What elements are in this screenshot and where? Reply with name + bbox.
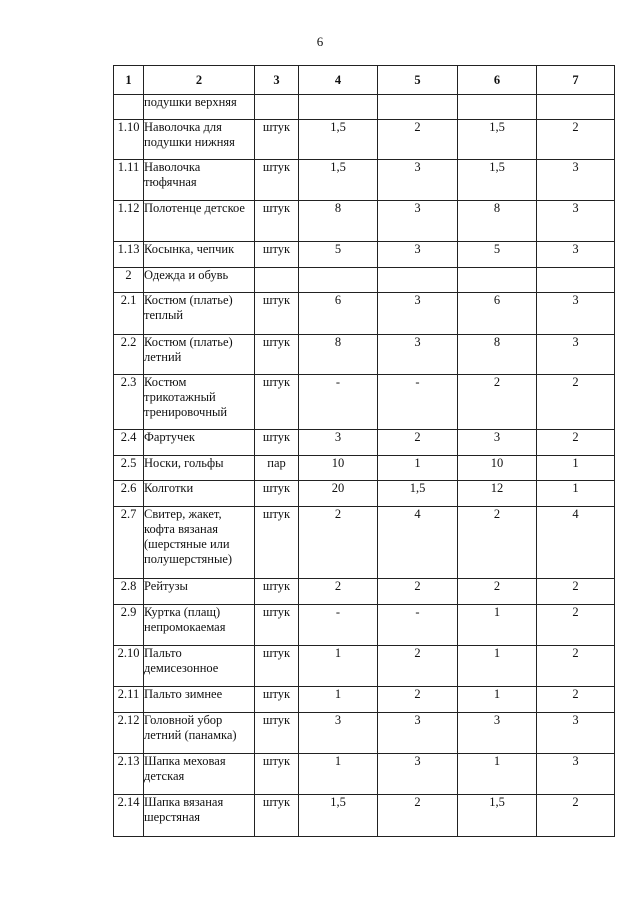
value-cell: 3 bbox=[458, 430, 537, 456]
value-cell bbox=[378, 268, 458, 293]
value-cell: 10 bbox=[458, 456, 537, 481]
row-number: 2.10 bbox=[114, 646, 144, 687]
table-row bbox=[114, 579, 615, 605]
column-header: 7 bbox=[537, 66, 615, 95]
value-cell: 1,5 bbox=[299, 795, 378, 837]
value-cell: 8 bbox=[299, 335, 378, 375]
unit-cell: штук bbox=[255, 335, 299, 375]
value-cell: 2 bbox=[458, 375, 537, 430]
value-cell: - bbox=[378, 375, 458, 430]
item-name: Наволочка для подушки нижняя bbox=[144, 120, 255, 160]
row-number: 2.2 bbox=[114, 335, 144, 375]
value-cell: 2 bbox=[299, 507, 378, 579]
value-cell: 6 bbox=[299, 293, 378, 335]
value-cell: 4 bbox=[537, 507, 615, 579]
row-number: 2.13 bbox=[114, 754, 144, 795]
value-cell: 3 bbox=[378, 293, 458, 335]
value-cell: 2 bbox=[378, 120, 458, 160]
value-cell: 8 bbox=[458, 335, 537, 375]
table-header-row bbox=[114, 66, 615, 95]
item-name: Пальто зимнее bbox=[144, 687, 255, 713]
row-number: 2.4 bbox=[114, 430, 144, 456]
unit-cell: штук bbox=[255, 646, 299, 687]
value-cell: 3 bbox=[378, 160, 458, 201]
norms-table bbox=[113, 65, 615, 837]
table-row bbox=[114, 242, 615, 268]
table-row bbox=[114, 456, 615, 481]
value-cell bbox=[458, 268, 537, 293]
value-cell: 1 bbox=[537, 456, 615, 481]
table-row bbox=[114, 430, 615, 456]
value-cell: 12 bbox=[458, 481, 537, 507]
item-name: Фартучек bbox=[144, 430, 255, 456]
value-cell: 2 bbox=[537, 375, 615, 430]
item-name: Колготки bbox=[144, 481, 255, 507]
table-row bbox=[114, 201, 615, 242]
unit-cell: штук bbox=[255, 201, 299, 242]
column-header: 2 bbox=[144, 66, 255, 95]
value-cell: 2 bbox=[537, 687, 615, 713]
unit-cell: штук bbox=[255, 605, 299, 646]
value-cell: 3 bbox=[378, 713, 458, 754]
item-name: Шапка вязаная шерстяная bbox=[144, 795, 255, 837]
value-cell: 2 bbox=[537, 646, 615, 687]
section-row bbox=[114, 268, 615, 293]
row-number: 2.3 bbox=[114, 375, 144, 430]
value-cell: 1 bbox=[299, 687, 378, 713]
unit-cell: штук bbox=[255, 687, 299, 713]
value-cell bbox=[299, 268, 378, 293]
value-cell: 1 bbox=[458, 687, 537, 713]
row-number: 2.1 bbox=[114, 293, 144, 335]
value-cell: 2 bbox=[378, 579, 458, 605]
value-cell: 3 bbox=[299, 430, 378, 456]
table-row bbox=[114, 335, 615, 375]
value-cell: 1 bbox=[537, 481, 615, 507]
item-name: Носки, гольфы bbox=[144, 456, 255, 481]
page-number: 6 bbox=[316, 34, 324, 49]
value-cell: 3 bbox=[378, 335, 458, 375]
unit-cell: штук bbox=[255, 160, 299, 201]
table-row bbox=[114, 687, 615, 713]
column-header: 5 bbox=[378, 66, 458, 95]
value-cell: 3 bbox=[537, 242, 615, 268]
value-cell: 6 bbox=[458, 293, 537, 335]
item-name: Пальто демисезонное bbox=[144, 646, 255, 687]
row-number: 1.13 bbox=[114, 242, 144, 268]
value-cell: 1 bbox=[299, 646, 378, 687]
unit-cell: штук bbox=[255, 375, 299, 430]
value-cell: 2 bbox=[378, 687, 458, 713]
value-cell: 3 bbox=[458, 713, 537, 754]
item-name: Шапка меховая детская bbox=[144, 754, 255, 795]
unit-cell: штук bbox=[255, 481, 299, 507]
table-row bbox=[114, 95, 615, 120]
value-cell: 3 bbox=[378, 201, 458, 242]
value-cell: 3 bbox=[537, 713, 615, 754]
unit-cell bbox=[255, 95, 299, 120]
value-cell: 1 bbox=[458, 605, 537, 646]
value-cell: 2 bbox=[458, 579, 537, 605]
value-cell: 1 bbox=[458, 646, 537, 687]
value-cell: 1 bbox=[299, 754, 378, 795]
value-cell: - bbox=[299, 605, 378, 646]
value-cell: 3 bbox=[299, 713, 378, 754]
unit-cell: пар bbox=[255, 456, 299, 481]
column-header: 3 bbox=[255, 66, 299, 95]
unit-cell: штук bbox=[255, 754, 299, 795]
table-row bbox=[114, 481, 615, 507]
column-header: 1 bbox=[114, 66, 144, 95]
table-row bbox=[114, 795, 615, 837]
value-cell: 3 bbox=[537, 335, 615, 375]
value-cell: 2 bbox=[537, 795, 615, 837]
value-cell: 3 bbox=[537, 160, 615, 201]
value-cell: 2 bbox=[458, 507, 537, 579]
table-row bbox=[114, 507, 615, 579]
value-cell bbox=[378, 95, 458, 120]
value-cell: 2 bbox=[378, 795, 458, 837]
item-name: Рейтузы bbox=[144, 579, 255, 605]
item-name: Свитер, жакет, кофта вязаная (шерстяные или полушерстяные) bbox=[144, 507, 255, 579]
value-cell: 2 bbox=[378, 646, 458, 687]
row-number: 1.10 bbox=[114, 120, 144, 160]
row-number: 1.11 bbox=[114, 160, 144, 201]
value-cell: 1 bbox=[458, 754, 537, 795]
row-number: 2.7 bbox=[114, 507, 144, 579]
unit-cell: штук bbox=[255, 293, 299, 335]
unit-cell bbox=[255, 268, 299, 293]
item-name: Костюм трикотажный тренировочный bbox=[144, 375, 255, 430]
row-number: 2.11 bbox=[114, 687, 144, 713]
unit-cell: штук bbox=[255, 713, 299, 754]
value-cell: 3 bbox=[537, 293, 615, 335]
value-cell: 1,5 bbox=[458, 160, 537, 201]
table-row bbox=[114, 160, 615, 201]
unit-cell: штук bbox=[255, 579, 299, 605]
value-cell: 2 bbox=[537, 430, 615, 456]
table-row bbox=[114, 754, 615, 795]
column-header: 4 bbox=[299, 66, 378, 95]
value-cell: 3 bbox=[378, 754, 458, 795]
item-name: Куртка (плащ) непромокаемая bbox=[144, 605, 255, 646]
row-number: 1.12 bbox=[114, 201, 144, 242]
row-number: 2 bbox=[114, 268, 144, 293]
value-cell: 8 bbox=[299, 201, 378, 242]
unit-cell: штук bbox=[255, 795, 299, 837]
row-number: 2.8 bbox=[114, 579, 144, 605]
value-cell: 10 bbox=[299, 456, 378, 481]
row-number: 2.9 bbox=[114, 605, 144, 646]
value-cell: 3 bbox=[537, 754, 615, 795]
value-cell: 1,5 bbox=[299, 120, 378, 160]
item-name: Головной убор летний (панамка) bbox=[144, 713, 255, 754]
table-row bbox=[114, 293, 615, 335]
value-cell: 4 bbox=[378, 507, 458, 579]
value-cell: 20 bbox=[299, 481, 378, 507]
row-number: 2.12 bbox=[114, 713, 144, 754]
value-cell bbox=[537, 95, 615, 120]
value-cell: - bbox=[378, 605, 458, 646]
value-cell: 3 bbox=[537, 201, 615, 242]
value-cell: 2 bbox=[537, 579, 615, 605]
value-cell bbox=[537, 268, 615, 293]
item-name: Косынка, чепчик bbox=[144, 242, 255, 268]
unit-cell: штук bbox=[255, 120, 299, 160]
table-row bbox=[114, 713, 615, 754]
value-cell: 5 bbox=[458, 242, 537, 268]
item-name: Наволочка тюфячная bbox=[144, 160, 255, 201]
value-cell: 8 bbox=[458, 201, 537, 242]
table-row bbox=[114, 605, 615, 646]
value-cell: 3 bbox=[378, 242, 458, 268]
row-number bbox=[114, 95, 144, 120]
value-cell: 2 bbox=[299, 579, 378, 605]
unit-cell: штук bbox=[255, 242, 299, 268]
table-row bbox=[114, 375, 615, 430]
item-name: Костюм (платье) летний bbox=[144, 335, 255, 375]
value-cell bbox=[299, 95, 378, 120]
table-row bbox=[114, 120, 615, 160]
value-cell bbox=[458, 95, 537, 120]
section-title: Одежда и обувь bbox=[144, 268, 255, 293]
row-number: 2.14 bbox=[114, 795, 144, 837]
value-cell: 2 bbox=[537, 605, 615, 646]
value-cell: 1 bbox=[378, 456, 458, 481]
value-cell: 1,5 bbox=[299, 160, 378, 201]
unit-cell: штук bbox=[255, 430, 299, 456]
value-cell: 1,5 bbox=[378, 481, 458, 507]
value-cell: 1,5 bbox=[458, 120, 537, 160]
item-name: Полотенце детское bbox=[144, 201, 255, 242]
item-name: Костюм (платье) теплый bbox=[144, 293, 255, 335]
row-number: 2.6 bbox=[114, 481, 144, 507]
value-cell: 1,5 bbox=[458, 795, 537, 837]
value-cell: 2 bbox=[378, 430, 458, 456]
value-cell: - bbox=[299, 375, 378, 430]
column-header: 6 bbox=[458, 66, 537, 95]
value-cell: 2 bbox=[537, 120, 615, 160]
row-number: 2.5 bbox=[114, 456, 144, 481]
unit-cell: штук bbox=[255, 507, 299, 579]
item-name: подушки верхняя bbox=[144, 95, 255, 120]
table-row bbox=[114, 646, 615, 687]
value-cell: 5 bbox=[299, 242, 378, 268]
